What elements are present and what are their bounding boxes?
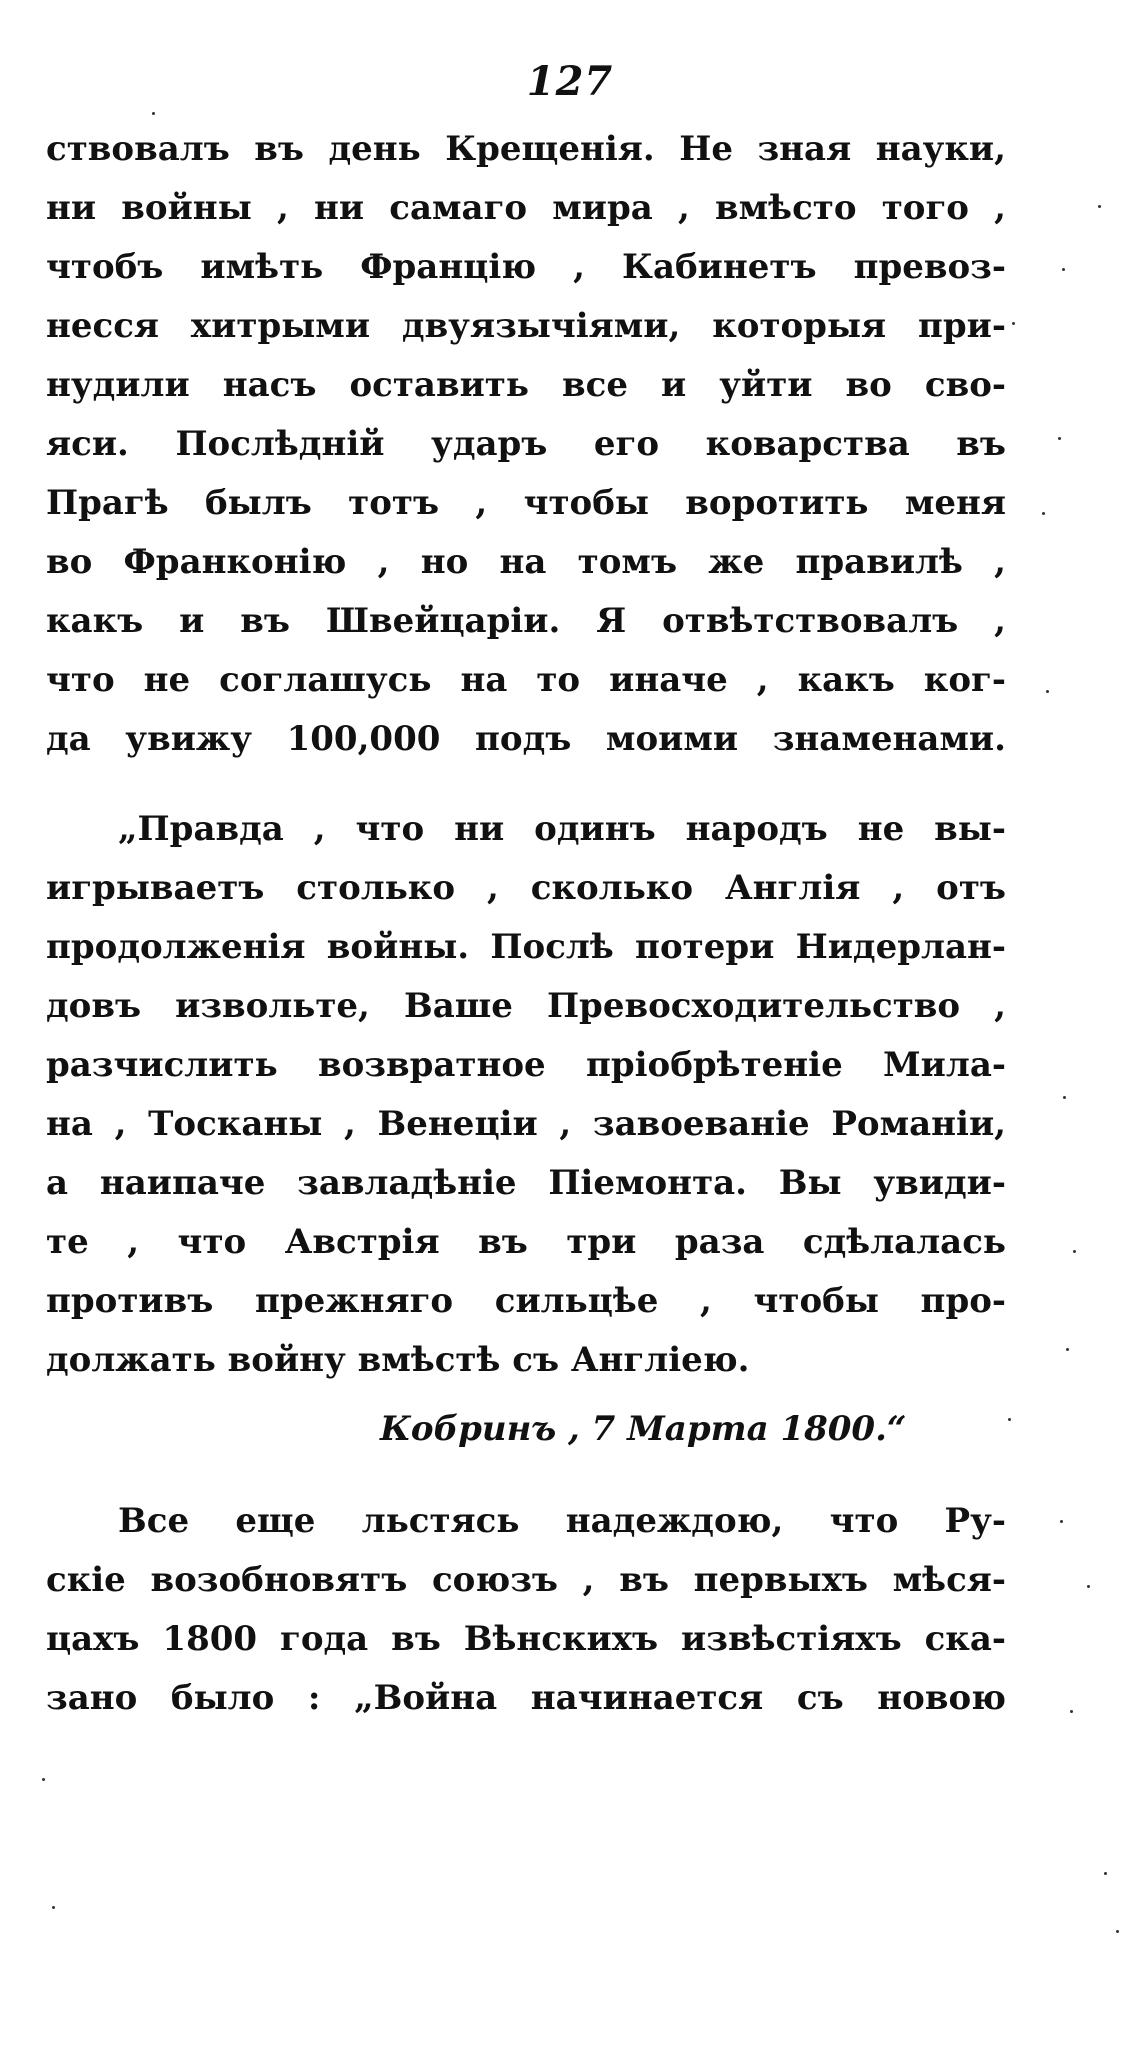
text-line: довъ извольте, Ваше Превосходительство , <box>46 986 1006 1026</box>
paragraph-2 <box>46 800 1006 1390</box>
paragraph-3 <box>46 1492 1006 1728</box>
text-line: какъ и въ Швейцаріи. Я отвѣтствовалъ , <box>46 601 1006 641</box>
text-line: ствовалъ въ день Крещенія. Не зная науки, <box>46 129 1006 169</box>
text-line: те , что Австрія въ три раза сдѣлалась <box>46 1222 1006 1262</box>
text-line: да увижу 100,000 подъ моими знаменами. <box>46 719 1006 759</box>
text-line: ни войны , ни самаго мира , вмѣсто того , <box>46 188 1006 228</box>
text-line: что не соглашусь на то иначе , какъ ког- <box>46 660 1006 700</box>
letter-signature: Кобринъ , 7 Марта 1800.“ <box>380 1409 907 1449</box>
text-line: Все еще льстясь надеждою, что Ру- <box>118 1501 1006 1541</box>
text-line: противъ прежняго сильцѣе , чтобы про- <box>46 1281 1006 1321</box>
scan-speck <box>1058 437 1061 440</box>
text-line: нудили насъ оставить все и уйти во сво- <box>46 365 1006 405</box>
text-line: а наипаче завладѣніе Піемонта. Вы увиди- <box>46 1163 1006 1203</box>
scan-speck <box>1008 1418 1011 1421</box>
scan-speck <box>1073 1250 1076 1253</box>
scan-speck <box>1063 1096 1066 1099</box>
scan-speck <box>1012 322 1015 325</box>
text-line: скіе возобновятъ союзъ , въ первыхъ мѣся- <box>46 1560 1006 1600</box>
text-line: несся хитрыми двуязычіями, которыя при- <box>46 306 1006 346</box>
scan-speck <box>1116 1930 1119 1933</box>
scan-speck <box>1087 1585 1090 1588</box>
paragraph-1 <box>46 120 1006 769</box>
scan-speck <box>1098 205 1101 208</box>
text-line: Прагѣ былъ тотъ , чтобы воротить меня <box>46 483 1006 523</box>
scan-speck <box>1042 512 1045 515</box>
scan-speck <box>42 1778 45 1781</box>
scan-speck <box>1062 268 1065 271</box>
scan-speck <box>1070 1710 1073 1713</box>
text-line: цахъ 1800 года въ Вѣнскихъ извѣстіяхъ ска- <box>46 1619 1006 1659</box>
scan-speck <box>52 1906 55 1909</box>
text-line: во Франконію , но на томъ же правилѣ , <box>46 542 1006 582</box>
text-line: продолженія войны. Послѣ потери Нидерлан- <box>46 927 1006 967</box>
scan-speck <box>1104 1872 1107 1875</box>
text-line: игрываетъ столько , сколько Англія , отъ <box>46 868 1006 908</box>
scan-speck <box>152 112 155 115</box>
text-line: чтобъ имѣть Францію , Кабинетъ превоз- <box>46 247 1006 287</box>
text-line: зано было : „Война начинается съ новою <box>46 1678 1006 1718</box>
text-line: „Правда , что ни одинъ народъ не вы- <box>118 809 1006 849</box>
scan-speck <box>1060 1520 1063 1523</box>
scan-speck <box>1046 690 1049 693</box>
scan-speck <box>1066 1348 1069 1351</box>
page-number: 127 <box>526 58 614 105</box>
text-line: яси. Послѣдній ударъ его коварства въ <box>46 424 1006 464</box>
text-line: на , Тосканы , Венеціи , завоеваніе Романіи, <box>46 1104 1006 1144</box>
text-line: должать войну вмѣстѣ съ Англіею. <box>46 1340 750 1380</box>
text-line: разчислить возвратное пріобрѣтеніе Мила- <box>46 1045 1006 1085</box>
